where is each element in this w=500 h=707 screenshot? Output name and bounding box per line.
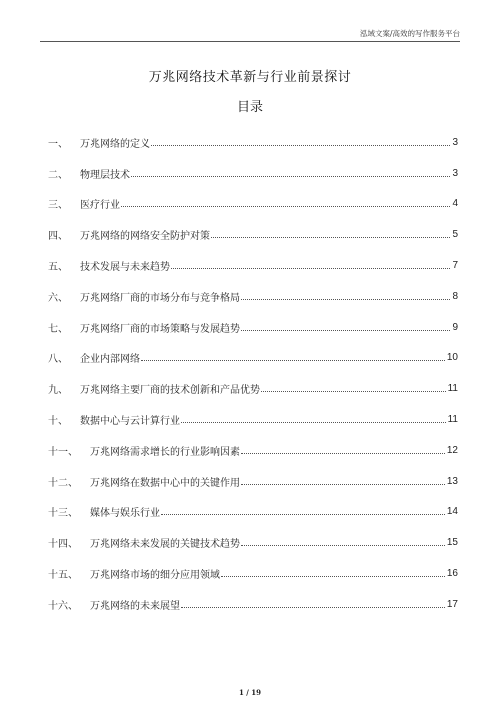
toc-entry-page: 8 [452,290,458,302]
toc-leader-dots [241,535,445,546]
toc-entry-title: 万兆网络未来发展的关键技术趋势 [90,539,240,551]
toc-leader-dots [241,443,445,454]
toc-entry-page: 16 [446,568,458,580]
toc-entry-number: 十三、 [48,508,78,520]
toc-entry[interactable] [48,589,458,620]
toc-entry-number: 十一、 [48,446,78,458]
toc-entry-title: 万兆网络的定义 [80,138,150,150]
toc-entry-title: 万兆网络主要厂商的技术创新和产品优势 [80,385,260,397]
toc-entry-title: 万兆网络在数据中心中的关键作用 [90,477,240,489]
toc-entry-number: 四、 [48,231,68,243]
header-divider [40,41,460,42]
toc-leader-dots [161,504,445,515]
toc-entry[interactable] [48,435,458,466]
toc-entry[interactable] [48,127,458,158]
toc-leader-dots [171,258,450,269]
toc-entry-page: 5 [452,229,458,241]
toc-leader-dots [121,196,450,207]
header-note: 泓域文案/高效的写作服务平台 [359,29,460,38]
toc-entry[interactable] [48,558,458,589]
toc-leader-dots [131,166,450,177]
toc-entry-title: 技术发展与未来趋势 [80,262,170,274]
toc-entry[interactable] [48,312,458,343]
toc-entry-number: 八、 [48,354,68,366]
toc-entry[interactable] [48,189,458,220]
toc-entry-title: 万兆网络需求增长的行业影响因素 [90,446,240,458]
toc-leader-dots [241,474,445,485]
toc-entry-title: 医疗行业 [80,200,120,212]
toc-entry-title: 万兆网络厂商的市场分布与竞争格局 [80,292,240,304]
toc-entry[interactable] [48,343,458,374]
toc-entry-page: 10 [446,352,458,364]
toc-entry[interactable] [48,527,458,558]
toc-entry-page: 7 [452,260,458,272]
toc-entry-title: 万兆网络市场的细分应用领域 [90,570,220,582]
toc-entry[interactable] [48,373,458,404]
toc-entry-number: 九、 [48,385,68,397]
toc-leader-dots [141,350,445,361]
toc-entry-number: 十六、 [48,600,78,612]
table-of-contents [48,127,458,620]
toc-entry-title: 万兆网络厂商的市场策略与发展趋势 [80,323,240,335]
toc-entry-page: 11 [447,383,458,395]
toc-leader-dots [241,320,450,331]
toc-entry-title: 数据中心与云计算行业 [80,416,180,428]
document-title: 万兆网络技术革新与行业前景探讨 [148,70,352,85]
toc-entry[interactable] [48,497,458,528]
toc-entry-page: 15 [446,537,458,549]
toc-entry-number: 二、 [48,169,68,181]
toc-leader-dots [181,597,445,608]
toc-leader-dots [241,289,450,300]
toc-entry-page: 3 [452,136,458,148]
toc-entry-page: 13 [446,475,458,487]
toc-entry-number: 十五、 [48,570,78,582]
toc-entry-page: 3 [452,167,458,179]
toc-entry-title: 万兆网络的未来展望 [90,600,180,612]
toc-entry-page: 4 [452,198,458,210]
toc-entry[interactable] [48,404,458,435]
toc-entry[interactable] [48,281,458,312]
toc-entry-number: 十、 [48,416,68,428]
toc-leader-dots [211,227,450,238]
toc-entry-number: 六、 [48,292,68,304]
toc-entry-title: 媒体与娱乐行业 [90,508,160,520]
toc-entry-number: 十四、 [48,539,78,551]
toc-entry-title: 万兆网络的网络安全防护对策 [80,231,210,243]
toc-entry-number: 十二、 [48,477,78,489]
toc-entry-number: 五、 [48,262,68,274]
toc-entry-number: 三、 [48,200,68,212]
toc-entry[interactable] [48,250,458,281]
toc-entry-page: 12 [446,444,458,456]
toc-entry-number: 一、 [48,138,68,150]
toc-entry-title: 企业内部网络 [80,354,140,366]
toc-entry-page: 14 [446,506,458,518]
toc-entry-number: 七、 [48,323,68,335]
toc-leader-dots [181,412,446,423]
toc-entry-title: 物理层技术 [80,169,130,181]
toc-entry-page: 11 [447,414,458,426]
toc-leader-dots [151,135,450,146]
page-number: 1 / 19 [238,688,262,697]
toc-entry-page: 9 [452,321,458,333]
toc-leader-dots [261,381,446,392]
toc-entry[interactable] [48,219,458,250]
toc-leader-dots [221,566,445,577]
toc-heading: 目录 [236,100,263,115]
toc-entry[interactable] [48,158,458,189]
toc-entry-page: 17 [446,598,458,610]
toc-entry[interactable] [48,466,458,497]
